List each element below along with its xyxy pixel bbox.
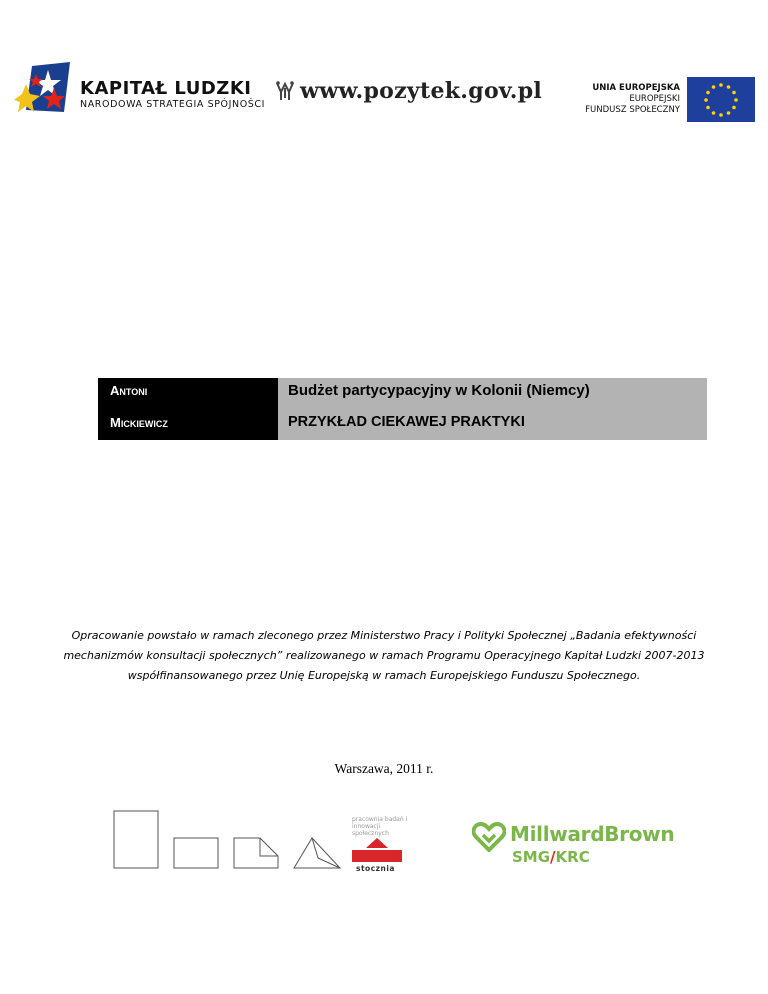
pozytek-figures-icon — [274, 80, 296, 102]
millward-brown-name-part2: Brown — [604, 822, 675, 846]
funding-note-line1: Opracowanie powstało w ramach zleconego przez Ministerstwo Pracy i Polityki Społecznej „Badania efektywności — [71, 629, 697, 642]
funding-note-line2: mechanizmów konsultacji społecznych” realizowanego w ramach Programu Operacyjnego Kapitał Ludzki 2007-2013 — [63, 649, 705, 662]
millward-brown-sub-part2: KRC — [555, 848, 590, 866]
document-title: Budżet partycypacyjny w Kolonii (Niemcy) — [288, 382, 590, 399]
kapital-ludzki-title: KAPITAŁ LUDZKI — [80, 78, 252, 99]
pozytek-url: www.pozytek.gov.pl — [300, 78, 543, 104]
eu-text — [585, 83, 680, 116]
author-last-name: Mickiewicz — [110, 415, 168, 430]
millward-brown-name-part1: Millward — [510, 822, 605, 846]
millward-brown-name — [510, 822, 674, 846]
eu-flag-icon — [687, 77, 755, 122]
author-first-name: Antoni — [110, 383, 148, 398]
topic-column — [278, 378, 707, 440]
millward-brown-sub-separator: / — [550, 848, 556, 866]
stocznia-ship-icon — [352, 838, 402, 864]
place-date: Warszawa, 2011 r. — [334, 761, 434, 776]
eu-line1: UNIA EUROPEJSKA — [592, 83, 680, 93]
kapital-ludzki-star-icon — [12, 58, 82, 118]
millward-brown-heart-icon — [472, 822, 506, 852]
kapital-ludzki-subtitle: NARODOWA STRATEGIA SPÓJNOŚCI — [80, 99, 266, 110]
title-box — [98, 378, 707, 440]
document-subtitle: PRZYKŁAD CIEKAWEJ PRAKTYKI — [288, 414, 525, 430]
funding-note — [40, 626, 728, 686]
millward-brown-sub-part1: SMG — [512, 848, 551, 866]
funding-note-line3: współfinansowanego przez Unię Europejską w ramach Europejskiego Funduszu Społecznego. — [127, 669, 641, 682]
stocznia-tagline: pracownia badań i innowacji społecznych — [352, 816, 408, 837]
stocznia-name: stocznia — [356, 864, 395, 873]
eu-line3: FUNDUSZ SPOŁECZNY — [585, 105, 680, 115]
eu-line2: EUROPEJSKI — [629, 94, 680, 104]
millward-brown-sub — [512, 848, 590, 866]
author-column — [98, 378, 278, 440]
folded-paper-shapes-icon — [112, 810, 347, 872]
